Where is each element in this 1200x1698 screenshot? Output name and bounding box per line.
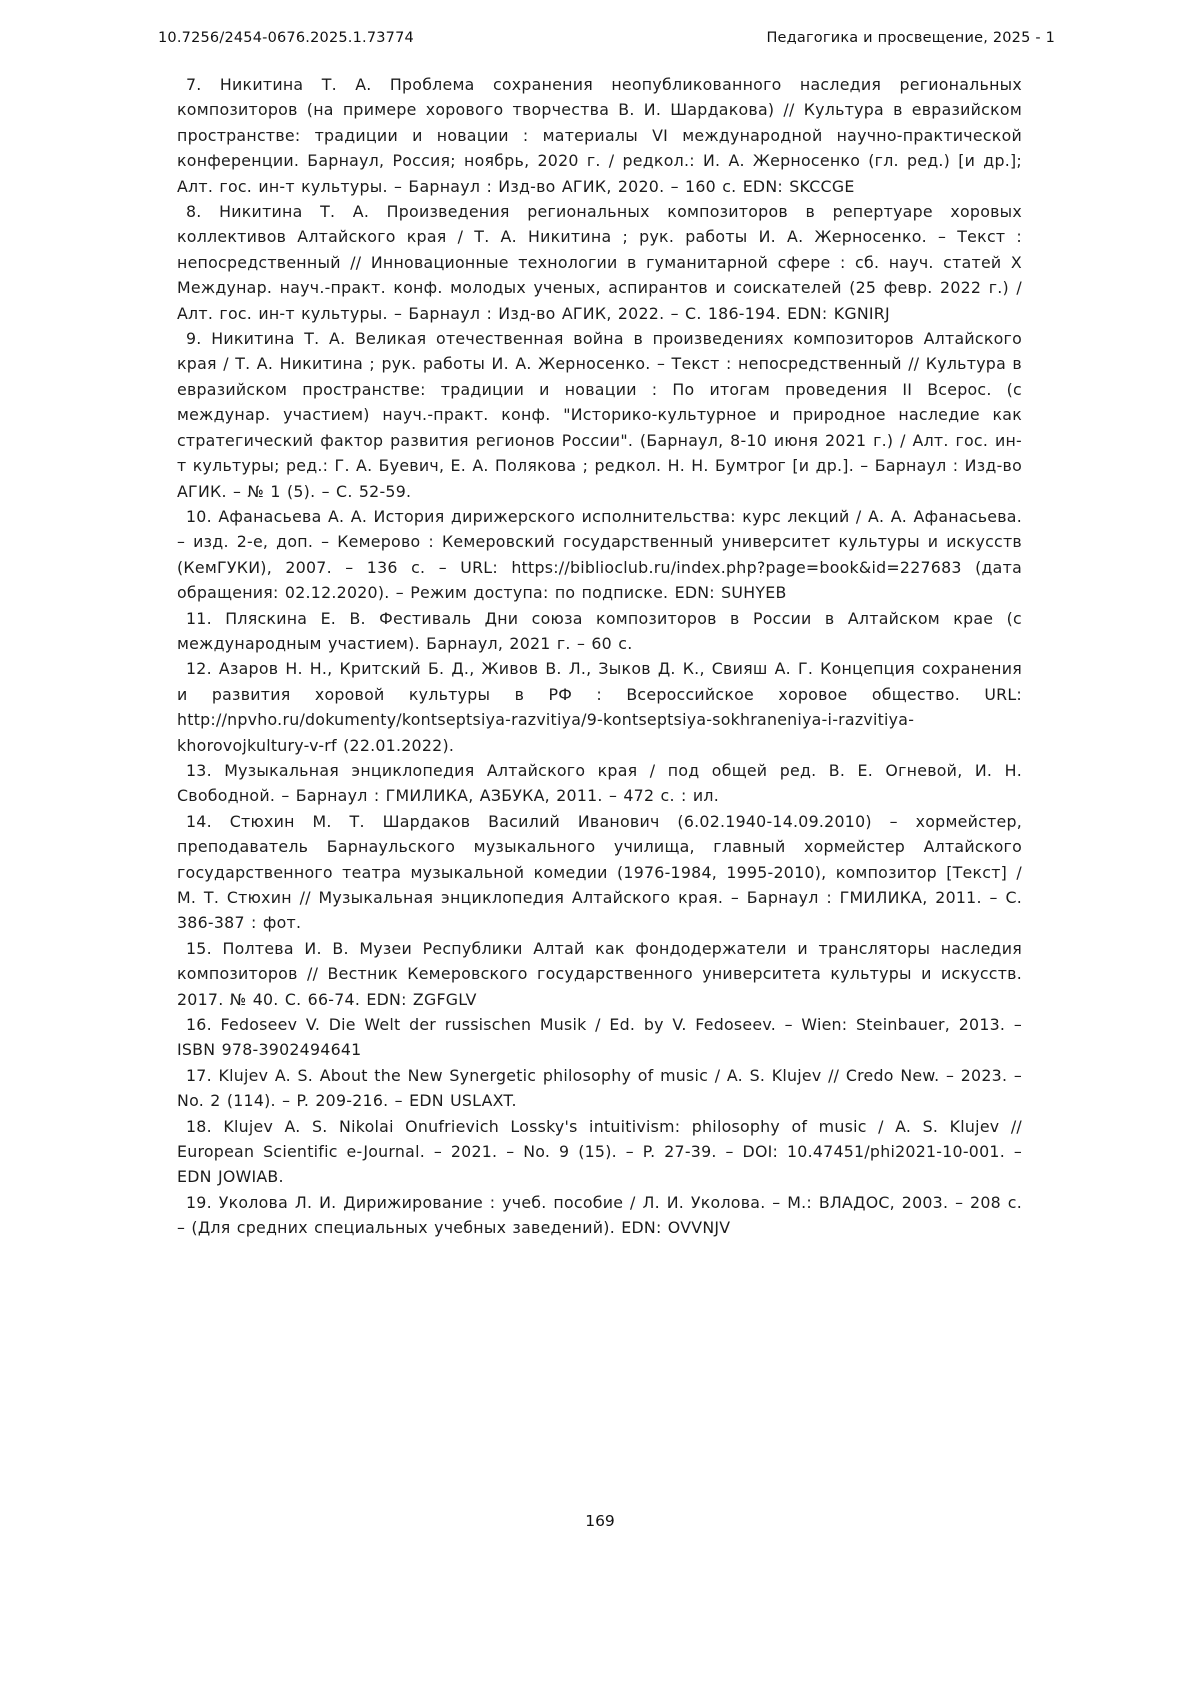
doi-text: 10.7256/2454-0676.2025.1.73774 (158, 30, 414, 46)
page-header (0, 0, 1200, 46)
reference-item-7: 7. Никитина Т. А. Проблема сохранения неопубликованного наследия региональных композиторов (на примере хорового творчества В. И. Шардакова) // Культура в евразийском пространстве: традиции и новации : материалы VI международной научно-практической конференции. Барнаул, Россия; ноябрь, 2020 г. / редкол.: И. А. Жерносенко (гл. ред.) [и др.]; Алт. гос. ин-т культуры. – Барнаул : Изд-во АГИК, 2020. – 160 с. EDN: SKCCGE (177, 75, 1022, 196)
reference-item-8: 8. Никитина Т. А. Произведения региональных композиторов в репертуаре хоровых коллективов Алтайского края / Т. А. Никитина ; рук. работы И. А. Жерносенко. – Текст : непосредственный // Инновационные технологии в гуманитарной сфере : сб. науч. статей X Междунар. науч.-практ. конф. молодых ученых, аспирантов и соискателей (25 февр. 2022 г.) / Алт. гос. ин-т культуры. – Барнаул : Изд-во АГИК, 2022. – С. 186-194. EDN: KGNIRJ (177, 202, 1022, 323)
reference-item-13: 13. Музыкальная энциклопедия Алтайского края / под общей ред. В. Е. Огневой, И. Н. Свободной. – Барнаул : ГМИЛИКА, АЗБУКА, 2011. – 472 с. : ил. (177, 760, 1022, 806)
reference-item-17: 17. Klujev A. S. About the New Synergetic philosophy of music / A. S. Klujev // Credo New. – 2023. – No. 2 (114). – P. 209-216. – EDN USLAXT. (177, 1065, 1022, 1111)
reference-item-16: 16. Fedoseev V. Die Welt der russischen Musik / Ed. by V. Fedoseev. – Wien: Steinbauer, 2013. – ISBN 978-3902494641 (177, 1015, 1022, 1060)
page-number: 169 (585, 1512, 615, 1530)
journal-title: Педагогика и просвещение, 2025 - 1 (766, 30, 1055, 46)
references-list (177, 72, 1022, 1241)
reference-item-10: 10. Афанасьева А. А. История дирижерского исполнительства: курс лекций / А. А. Афанасьева. – изд. 2-е, доп. – Кемерово : Кемеровский государственный университет культуры и искусств (КемГУКИ), 2007. – 136 с. – URL: https://biblioclub.ru/index.php?page=book&id=227683 (дата обращения: 02.12.2020). – Режим доступа: по подписке. EDN: SUHYEB (177, 506, 1022, 603)
reference-item-15: 15. Полтева И. В. Музеи Республики Алтай как фондодержатели и трансляторы наследия композиторов // Вестник Кемеровского государственного университета культуры и искусств. 2017. № 40. С. 66-74. EDN: ZGFGLV (177, 938, 1022, 1009)
reference-item-12: 12. Азаров Н. Н., Критский Б. Д., Живов В. Л., Зыков Д. К., Свияш А. Г. Концепция сохранения и развития хоровой культуры в РФ : Всероссийское хоровое общество. URL: http://npvho.ru/dokumenty/kontseptsiya-razvitiya/9-kontseptsiya-sokhraneniya-i-razvitiya-khorovojkultury-v-rf (22.01.2022). (177, 659, 1022, 755)
reference-item-9: 9. Никитина Т. А. Великая отечественная война в произведениях композиторов Алтайского края / Т. А. Никитина ; рук. работы И. А. Жерносенко. – Текст : непосредственный // Культура в евразийском пространстве: традиции и новации : По итогам проведения II Всерос. (с междунар. участием) науч.-практ. конф. "Историко-культурное и природное наследие как стратегический фактор развития регионов России". (Барнаул, 8-10 июня 2021 г.) / Алт. гос. ин-т культуры; ред.: Г. А. Буевич, Е. А. Полякова ; редкол. Н. Н. Бумтрог [и др.]. – Барнаул : Изд-во АГИК. – № 1 (5). – С. 52-59. (177, 329, 1022, 501)
reference-item-14: 14. Стюхин М. Т. Шардаков Василий Иванович (6.02.1940-14.09.2010) – хормейстер, преподаватель Барнаульского музыкального училища, главный хормейстер Алтайского государственного театра музыкальной комедии (1976-1984, 1995-2010), композитор [Текст] / М. Т. Стюхин // Музыкальная энциклопедия Алтайского края. – Барнаул : ГМИЛИКА, 2011. – С. 386-387 : фот. (177, 811, 1022, 933)
page-footer (0, 1512, 1200, 1530)
reference-item-11: 11. Пляскина Е. В. Фестиваль Дни союза композиторов в России в Алтайском крае (с международным участием). Барнаул, 2021 г. – 60 с. (177, 608, 1022, 653)
reference-item-19: 19. Уколова Л. И. Дирижирование : учеб. пособие / Л. И. Уколова. – М.: ВЛАДОС, 2003. – 208 с. – (Для средних специальных учебных заведений). EDN: OVVNJV (177, 1192, 1022, 1238)
reference-item-18: 18. Klujev A. S. Nikolai Onufrievich Lossky's intuitivism: philosophy of music / A. S. Klujev // European Scientific e-Journal. – 2021. – No. 9 (15). – P. 27-39. – DOI: 10.47451/phi2021-10-001. – EDN JOWIAB. (177, 1116, 1022, 1187)
